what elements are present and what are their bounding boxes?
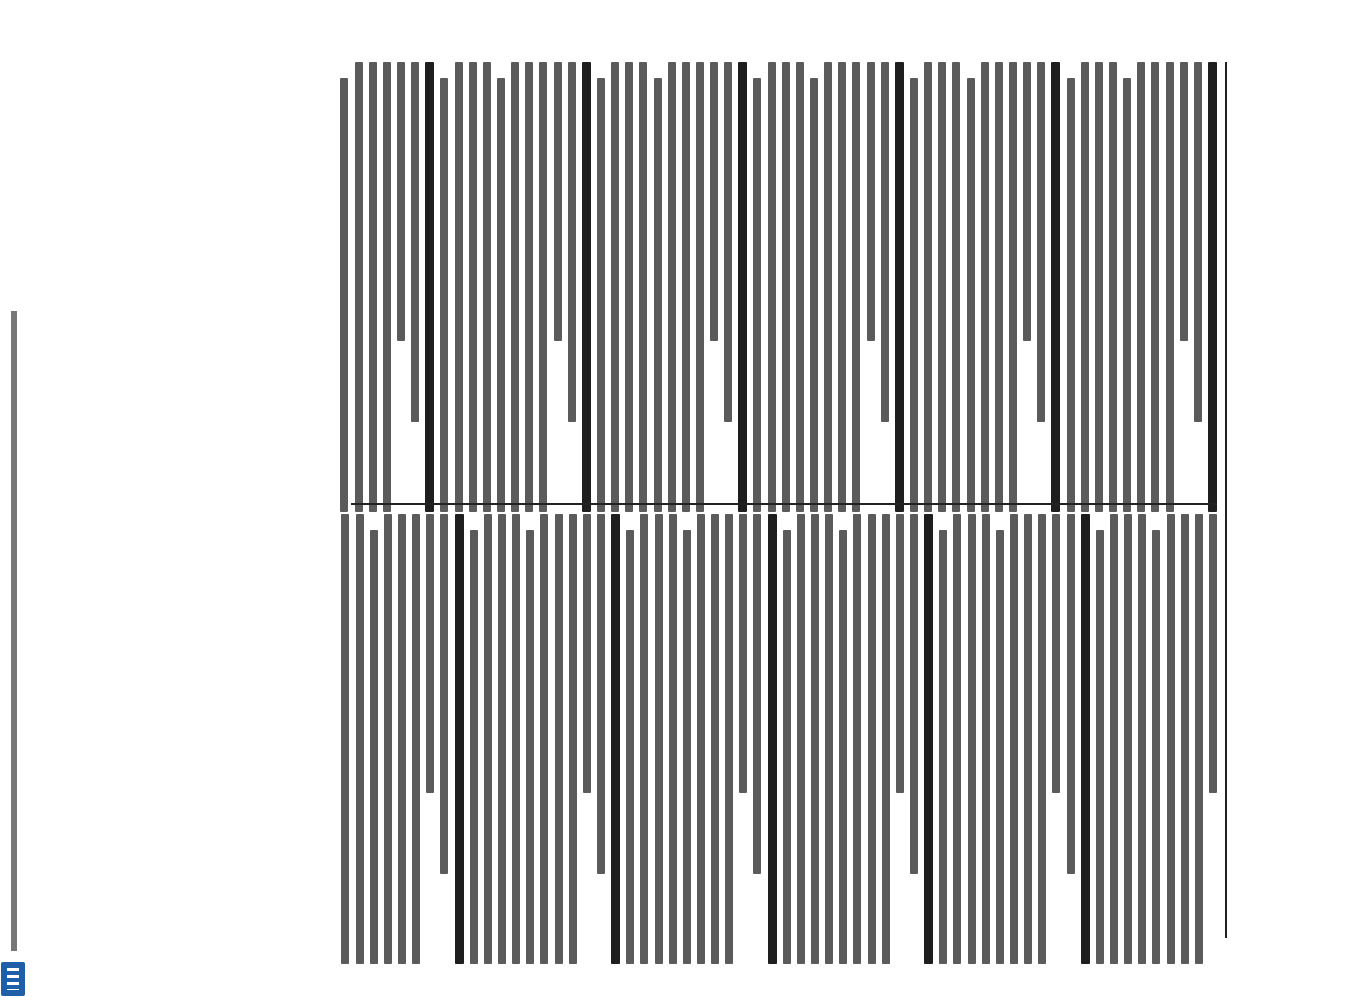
text-line-placeholder xyxy=(369,62,377,512)
text-line-placeholder xyxy=(711,514,719,964)
text-line-placeholder xyxy=(355,62,363,512)
text-line-placeholder xyxy=(882,514,890,964)
text-line-placeholder xyxy=(825,514,833,964)
text-line-placeholder xyxy=(1052,514,1060,793)
text-line-placeholder xyxy=(1208,62,1217,512)
text-line-placeholder xyxy=(1180,62,1188,341)
text-line-placeholder xyxy=(440,78,448,512)
text-line-placeholder xyxy=(811,514,819,964)
text-line-placeholder xyxy=(1166,62,1174,512)
text-line-placeholder xyxy=(1195,514,1203,964)
text-line-placeholder xyxy=(512,514,520,964)
text-line-placeholder xyxy=(939,530,947,964)
text-line-placeholder xyxy=(924,514,933,964)
text-line-placeholder xyxy=(483,62,491,512)
text-line-placeholder xyxy=(952,62,960,512)
text-line-placeholder xyxy=(852,62,860,512)
text-line-placeholder xyxy=(554,62,562,341)
text-line-placeholder xyxy=(810,78,818,512)
text-line-placeholder xyxy=(1138,514,1146,964)
text-line-placeholder xyxy=(797,514,805,964)
text-line-placeholder xyxy=(1110,514,1118,964)
text-line-placeholder xyxy=(1167,514,1175,964)
text-line-placeholder xyxy=(539,62,547,512)
text-line-placeholder xyxy=(540,514,548,964)
text-line-placeholder xyxy=(655,514,663,964)
text-line-placeholder xyxy=(411,62,419,422)
text-line-placeholder xyxy=(1095,62,1103,512)
text-line-placeholder xyxy=(597,78,605,512)
text-line-placeholder xyxy=(455,62,463,512)
text-line-placeholder xyxy=(668,62,676,512)
text-line-placeholder xyxy=(782,62,790,512)
text-line-placeholder xyxy=(1067,78,1075,512)
text-line-placeholder xyxy=(982,514,990,964)
text-line-placeholder xyxy=(555,514,563,964)
text-line-placeholder xyxy=(639,62,647,512)
text-line-placeholder xyxy=(625,62,633,512)
text-line-placeholder xyxy=(725,514,733,964)
register-page xyxy=(335,0,1345,1000)
text-line-placeholder xyxy=(1194,62,1202,422)
right-column xyxy=(351,514,1217,964)
text-line-placeholder xyxy=(654,78,662,512)
text-line-placeholder xyxy=(838,62,846,512)
text-line-placeholder xyxy=(498,514,506,964)
text-line-placeholder xyxy=(682,62,690,512)
text-line-placeholder xyxy=(739,514,747,793)
text-line-placeholder xyxy=(440,514,448,874)
text-line-placeholder xyxy=(796,62,804,512)
text-line-placeholder xyxy=(754,514,762,874)
footer-text-placeholder xyxy=(11,311,17,951)
text-line-placeholder xyxy=(1109,62,1117,512)
text-line-placeholder xyxy=(1038,514,1046,964)
dfg-logo[interactable] xyxy=(1,962,25,996)
text-line-placeholder xyxy=(525,62,533,512)
running-head xyxy=(1233,62,1259,938)
text-line-placeholder xyxy=(611,514,620,964)
text-line-placeholder xyxy=(981,62,989,512)
text-line-placeholder xyxy=(1081,62,1089,512)
text-line-placeholder xyxy=(1096,530,1104,964)
text-line-placeholder xyxy=(1010,514,1018,964)
text-line-placeholder xyxy=(497,78,505,512)
text-line-placeholder xyxy=(968,514,976,964)
text-line-placeholder xyxy=(356,514,364,964)
text-line-placeholder xyxy=(569,514,577,964)
text-line-placeholder xyxy=(1209,514,1217,793)
column-divider xyxy=(351,503,1217,505)
text-line-placeholder xyxy=(640,514,648,964)
text-line-placeholder xyxy=(384,514,392,964)
text-line-placeholder xyxy=(953,514,961,964)
text-line-placeholder xyxy=(1051,62,1060,512)
text-line-placeholder xyxy=(1024,514,1032,964)
text-line-placeholder xyxy=(1151,62,1159,512)
text-line-placeholder xyxy=(455,514,464,964)
text-line-placeholder xyxy=(768,514,777,964)
left-column xyxy=(351,62,1217,512)
text-line-placeholder xyxy=(683,530,691,964)
text-line-placeholder xyxy=(341,514,349,964)
text-line-placeholder xyxy=(470,530,478,964)
text-line-placeholder xyxy=(995,62,1003,512)
text-line-placeholder xyxy=(1123,78,1131,512)
text-line-placeholder xyxy=(697,514,705,964)
text-line-placeholder xyxy=(938,62,946,512)
text-line-placeholder xyxy=(526,530,534,964)
text-line-placeholder xyxy=(398,514,406,964)
text-line-placeholder xyxy=(867,62,875,341)
text-line-placeholder xyxy=(868,514,876,964)
text-line-placeholder xyxy=(626,530,634,964)
digitization-footer xyxy=(0,0,26,1000)
text-line-placeholder xyxy=(1081,514,1090,964)
text-line-placeholder xyxy=(910,514,918,874)
text-line-placeholder xyxy=(910,78,918,512)
text-line-placeholder xyxy=(1009,62,1017,512)
text-line-placeholder xyxy=(768,62,776,512)
text-line-placeholder xyxy=(340,78,348,512)
text-line-placeholder xyxy=(824,62,832,512)
text-line-placeholder xyxy=(397,62,405,341)
text-line-placeholder xyxy=(1023,62,1031,341)
text-line-placeholder xyxy=(895,62,904,512)
text-line-placeholder xyxy=(583,514,591,793)
text-line-placeholder xyxy=(568,62,576,422)
text-line-placeholder xyxy=(511,62,519,512)
text-line-placeholder xyxy=(738,62,747,512)
text-line-placeholder xyxy=(669,514,677,964)
text-line-placeholder xyxy=(425,62,434,512)
text-line-placeholder xyxy=(484,514,492,964)
text-line-placeholder xyxy=(996,530,1004,964)
text-line-placeholder xyxy=(412,514,420,964)
text-line-placeholder xyxy=(597,514,605,874)
text-line-placeholder xyxy=(881,62,889,422)
text-line-placeholder xyxy=(1124,514,1132,964)
text-line-placeholder xyxy=(924,62,932,512)
text-line-placeholder xyxy=(1181,514,1189,964)
text-line-placeholder xyxy=(696,62,704,512)
text-line-placeholder xyxy=(1137,62,1145,512)
text-line-placeholder xyxy=(967,78,975,512)
text-line-placeholder xyxy=(783,530,791,964)
text-line-placeholder xyxy=(383,62,391,512)
text-line-placeholder xyxy=(1152,530,1160,964)
text-line-placeholder xyxy=(754,78,762,512)
text-line-placeholder xyxy=(724,62,732,422)
text-line-placeholder xyxy=(611,62,619,512)
text-line-placeholder xyxy=(1067,514,1075,874)
header-rule xyxy=(1225,62,1227,938)
text-line-placeholder xyxy=(839,530,847,964)
text-line-placeholder xyxy=(1037,62,1045,422)
text-line-placeholder xyxy=(853,514,861,964)
text-line-placeholder xyxy=(370,530,378,964)
text-line-placeholder xyxy=(896,514,904,793)
text-line-placeholder xyxy=(710,62,718,341)
text-line-placeholder xyxy=(469,62,477,512)
text-line-placeholder xyxy=(582,62,591,512)
text-line-placeholder xyxy=(426,514,434,793)
